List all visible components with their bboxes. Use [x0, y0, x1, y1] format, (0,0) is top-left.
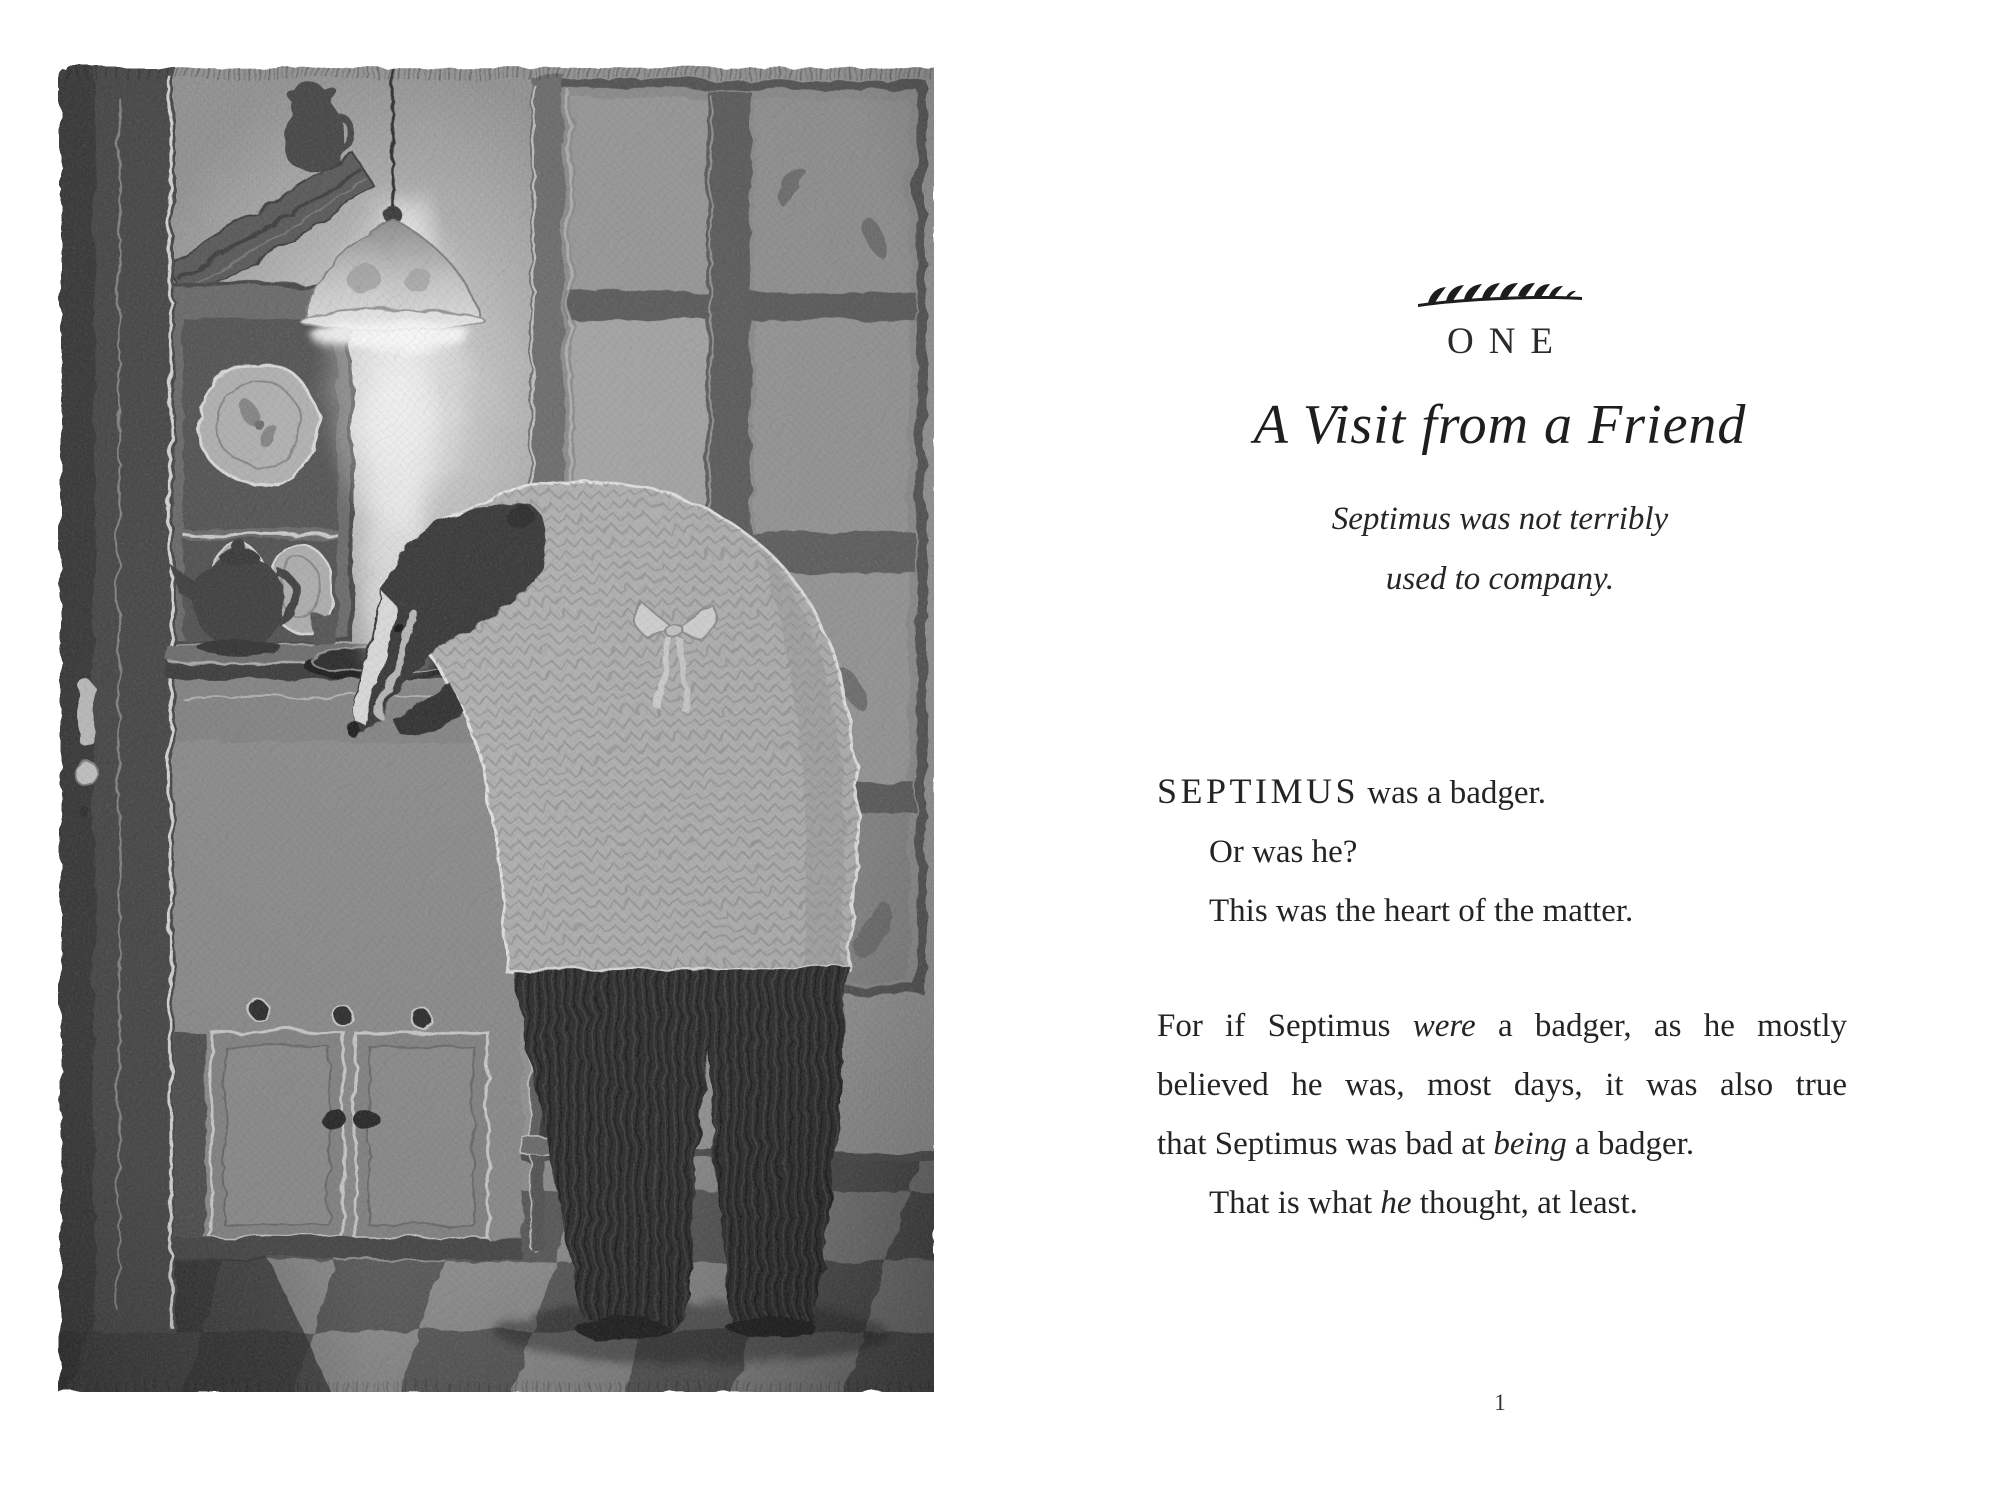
text-line	[1157, 823, 1847, 882]
leaf-ornament-icon	[1415, 280, 1585, 310]
text-segment: being	[1493, 1126, 1567, 1162]
story-text	[1157, 762, 1847, 1233]
text-line	[1157, 762, 1847, 823]
text-segment: That is what	[1209, 1185, 1381, 1221]
text-segment: that Septimus was bad at	[1157, 1126, 1494, 1162]
text-segment: This was the heart of the matter.	[1209, 893, 1634, 929]
text-line	[1157, 1115, 1847, 1174]
text-line	[1157, 997, 1847, 1056]
text-line	[1157, 1174, 1847, 1233]
text-segment: he	[1380, 1185, 1412, 1221]
chapter-header	[1150, 280, 1850, 609]
epigraph-line: Septimus was not terribly	[1331, 501, 1669, 537]
text-line	[1157, 882, 1847, 941]
chapter-number: ONE	[1446, 321, 1569, 362]
text-segment: was a badger.	[1359, 775, 1546, 811]
chapter-title: A Visit from a Friend	[1253, 394, 1747, 456]
text-segment: SEPTIMUS	[1157, 771, 1360, 811]
text-line	[1157, 1056, 1847, 1115]
text-segment: For if Septimus	[1157, 1008, 1413, 1044]
text-segment: Or was he?	[1209, 834, 1358, 870]
text-segment: thought, at least.	[1411, 1185, 1638, 1221]
epigraph-line: used to company.	[1385, 561, 1615, 597]
text-segment: believed he was, most days, it was also true	[1157, 1067, 1847, 1103]
text-segment: a badger.	[1566, 1126, 1695, 1162]
text-segment: were	[1412, 1008, 1476, 1044]
page-number: 1	[1494, 1390, 1506, 1415]
chapter-epigraph	[1150, 489, 1850, 609]
text-segment: a badger, as he mostly	[1475, 1008, 1847, 1044]
kitchen-illustration	[58, 64, 934, 1392]
